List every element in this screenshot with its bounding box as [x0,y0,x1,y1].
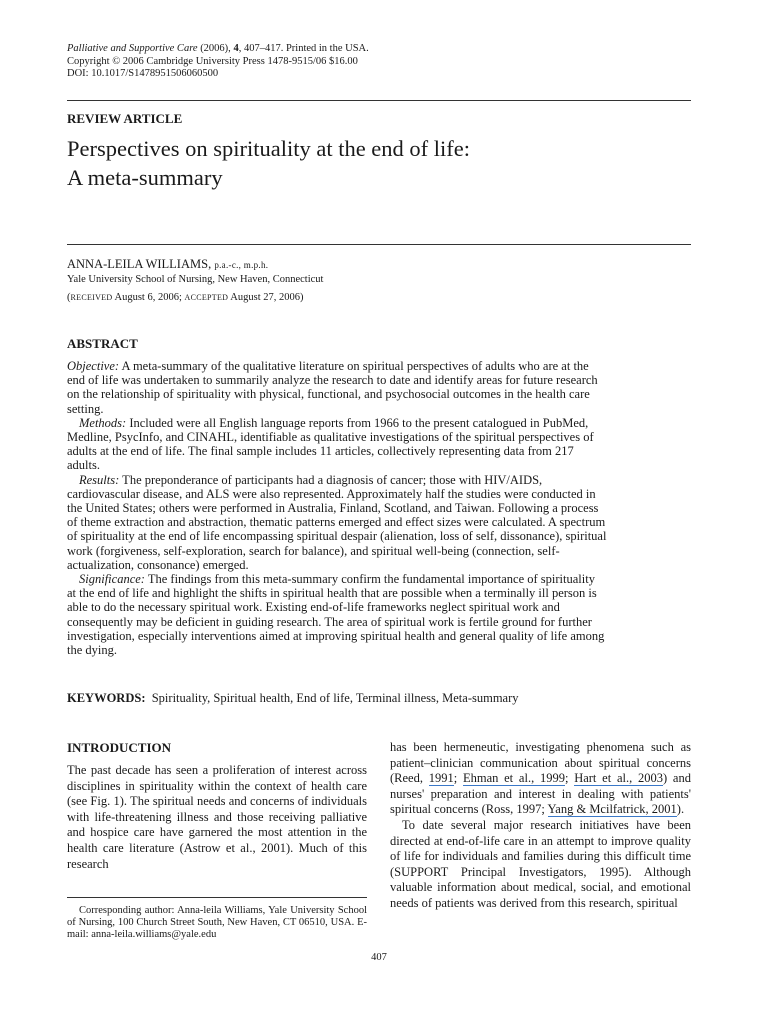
results-label: Results: [79,472,120,487]
doi-line: DOI: 10.1017/S1478951506060500 [67,68,219,79]
citation-separator: ; [453,771,463,786]
journal-header [67,43,369,81]
citation-link-yang-2001[interactable]: Yang & Mcilfatrick, 2001 [547,802,677,817]
keywords-label: KEYWORDS: [67,691,146,705]
intro-right-paragraph-1 [390,740,691,818]
title-line-1: Perspectives on spirituality at the end of life: [67,136,471,161]
journal-volume: 4 [233,43,239,54]
author-credentials: p.a.-c., m.p.h. [214,260,269,270]
significance-text: The findings from this meta-summary confirm the fundamental importance of spirituality at the end of life and highlight the shifts in spiritual health that are possible when a terminally ill person is able to do the necessary spiritual work. Existing end-of-life frameworks neglect spiritual work and consequently may be deficient in guiding research. The area of spiritual work is fertile ground for further investigation, especially interventions aimed at improving spiritual health and general quality of life among the dying. [67,572,605,658]
methods-text: Included were all English language reports from 1966 to the present catalogued in PubMed, Medline, PsycInfo, and CINAHL, identifiable as qualitative investigations of the spiritual perspectives of adults at the end of life. The final sample includes 11 articles, collectively representing data from 217 adults. [67,415,594,473]
significance-label: Significance: [79,572,145,587]
citation-separator: ; [564,771,575,786]
intro-right-text-b: ) and nurses' preparation and interest in dealing with patients' spiritual concerns (Ross, 1997; [390,771,691,817]
intro-left-column [67,763,367,872]
intro-right-column [390,740,691,912]
received-date: August 6, 2006; [112,292,185,303]
intro-right-paragraph-2: To date several major research initiatives have been directed at end-of-life care in an attempt to improve quality of life for individuals and families during this difficult time (SUPPORT Principal Investigators, 1995). Although valuable information about medical, social, and emotional needs of patients was derived from this research, spiritual [390,817,691,910]
accepted-label: ACCEPTED [184,293,229,302]
page-number: 407 [371,952,387,963]
results-text: The preponderance of participants had a diagnosis of cancer; those with HIV/AIDS, cardiovascular disease, and ALS were also represented. Approximately half the studies were conducted in the United States; others were performed in Australia, Finland, Scotland, and Taiwan. Following a process of theme extraction and abstraction, thematic patterns emerged and effect sizes were calculated. A spectrum of spirituality at the end of life encompassing spiritual despair (alienation, loss of self, dissonance), spiritual work (forgiveness, self-exploration, search for balance), and spiritual well-being (connection, self-actualization, consonance) emerged. [67,472,607,572]
author-name: ANNA-LEILA WILLIAMS, [67,257,215,271]
article-title [67,134,470,192]
introduction-heading: INTRODUCTION [67,740,172,755]
intro-left-paragraph: The past decade has seen a proliferation of interest across disciplines in spirituality within the context of health care (see Fig. 1). The spiritual needs and concerns of individuals with life-threatening illness and those receiving palliative and hospice care have garnered the most attention in the health care literature (Astrow et al., 2001). Much of this research [67,763,367,871]
journal-pages: , 407–417. Printed in the USA. [238,43,369,54]
methods-label: Methods: [79,415,127,430]
header-rule [67,100,691,101]
author-affiliation: Yale University School of Nursing, New Haven, Connecticut [67,274,324,285]
citation-link-ehman-1999[interactable]: Ehman et al., 1999 [462,771,565,786]
intro-right-text-c: ). [676,802,685,817]
citation-link-reed-1991[interactable]: 1991 [428,771,454,786]
corresponding-author-footnote: Corresponding author: Anna-leila Williams, Yale University School of Nursing, 100 Church Street South, New Haven, CT 06510, USA. E-mail: anna-leila.williams@yale.edu [67,905,367,940]
abstract-methods [67,416,607,473]
accepted-date: August 27, 2006) [228,292,304,303]
abstract-results [67,473,607,572]
footnote-rule [67,897,367,898]
objective-text: A meta-summary of the qualitative literature on spiritual perspectives of adults who are at the end of life was undertaken to summarily analyze the research to date and identify areas for future research on the relationship of spirituality with physical, functional, and psychosocial outcomes in the health care setting. [67,359,598,416]
received-accepted-dates [67,292,304,303]
title-line-2: A meta-summary [67,165,223,190]
journal-citation [67,43,369,56]
received-label: RECEIVED [70,293,113,302]
copyright-line: Copyright © 2006 Cambridge University Press 1478-9515/06 $16.00 [67,55,358,67]
abstract-body [67,359,607,657]
citation-year: (2006), [197,43,234,54]
abstract-heading: ABSTRACT [67,336,138,351]
objective-label: Objective: [67,359,120,373]
citation-link-hart-2003[interactable]: Hart et al., 2003 [574,771,663,786]
intro-right-text-a: has been hermeneutic, investigating phenomena such as patient–clinician communication about spiritual concerns (Reed, [390,740,691,786]
abstract-significance [67,572,607,657]
author-line [67,257,268,272]
dates-open-paren: ( [67,292,71,303]
keywords-text: Spirituality, Spiritual health, End of life, Terminal illness, Meta-summary [151,691,519,705]
keywords-line [67,691,519,706]
article-type-label: REVIEW ARTICLE [67,111,183,126]
title-rule [67,244,691,245]
abstract-objective [67,359,607,416]
journal-name: Palliative and Supportive Care [67,43,198,54]
